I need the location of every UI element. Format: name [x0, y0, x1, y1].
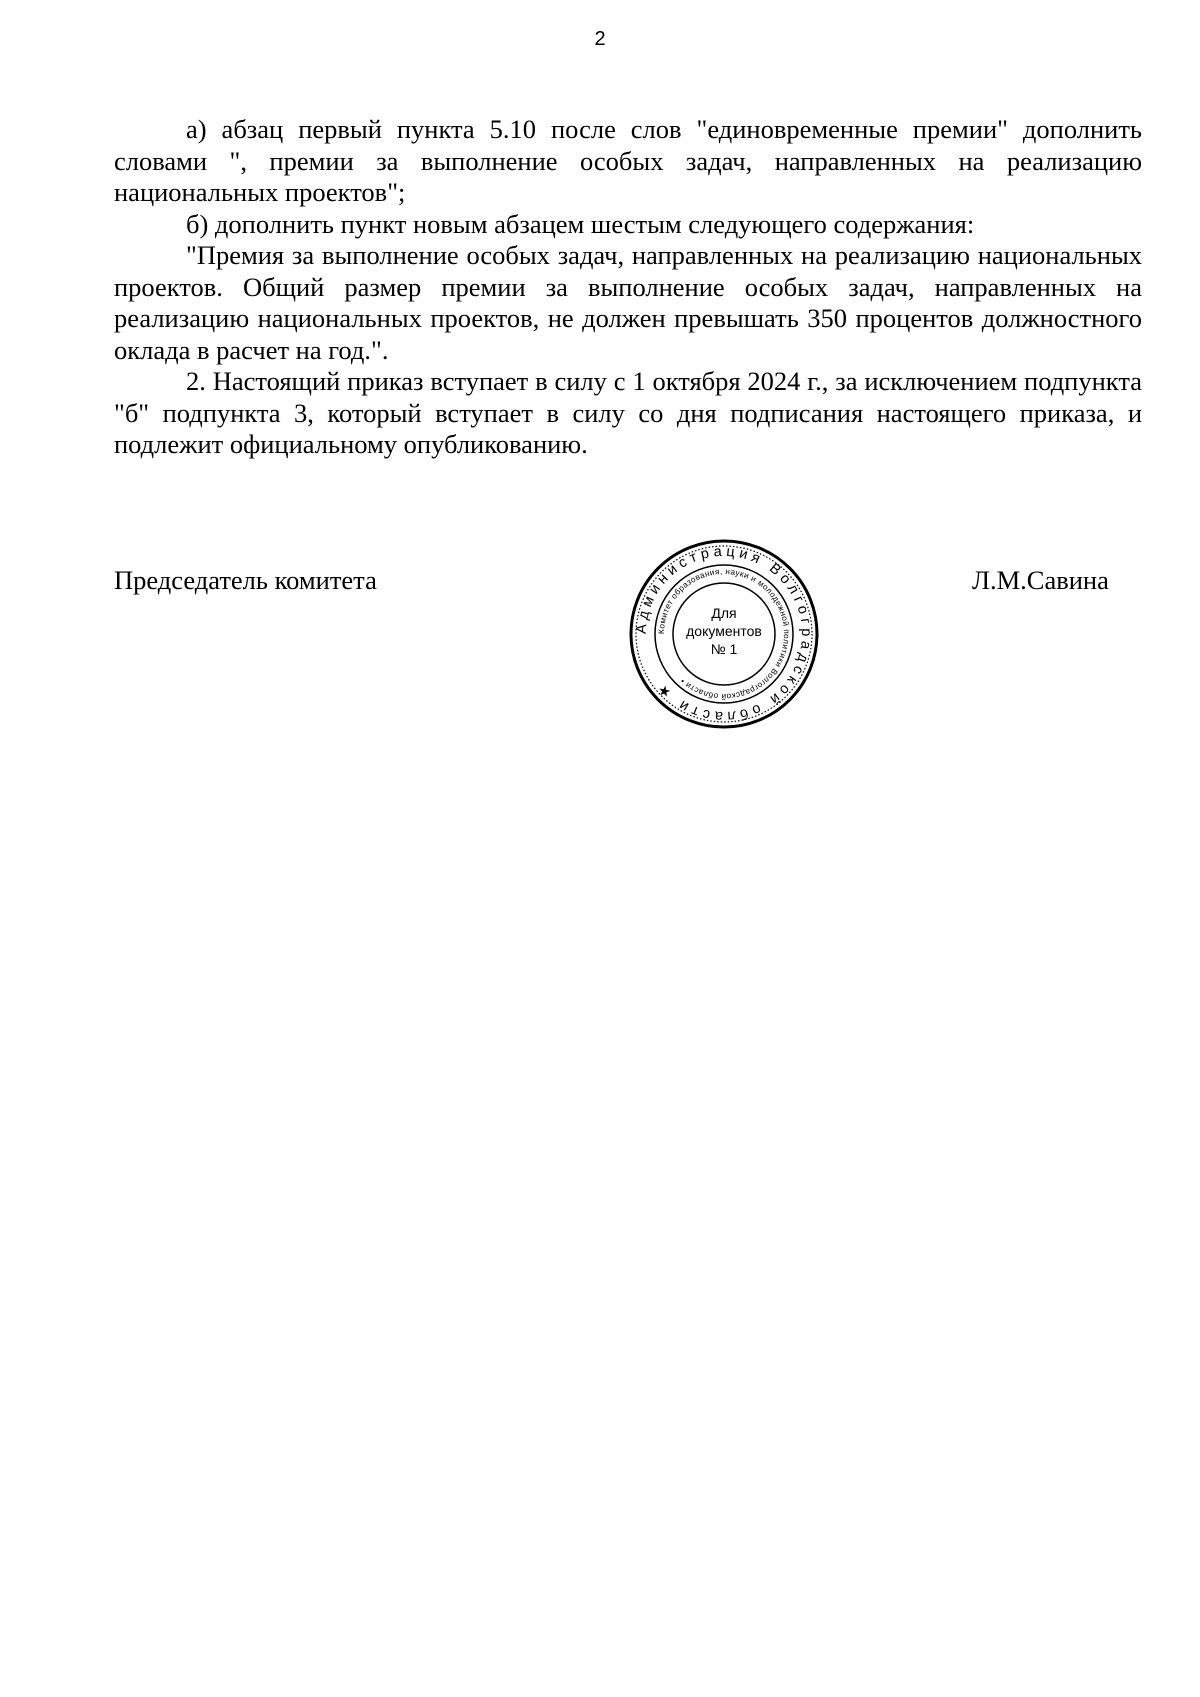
- paragraph-quote: "Премия за выполнение особых задач, направленных на реализацию национальных проектов. Общий размер премии за выполнение особых задач, направленных на реализацию национальных проектов, не должен превышать 350 процентов должностного оклада в расчет на год.".: [114, 240, 1142, 365]
- official-seal: [628, 538, 820, 730]
- paragraph-2: 2. Настоящий приказ вступает в силу с 1 октября 2024 г., за исключением подпункта "б" подпункта 3, который вступает в силу со дня подписания настоящего приказа, и подлежит официальному опубликованию.: [114, 366, 1142, 459]
- document-body: [114, 114, 1142, 461]
- paragraph-a: а) абзац первый пункта 5.10 после слов "единовременные премии" дополнить словами ", премии за выполнение особых задач, направленных на реализацию национальных проектов";: [114, 114, 1142, 207]
- paragraph-b: б) дополнить пункт новым абзацем шестым следующего содержания:: [186, 208, 975, 239]
- seal-outer-text: Администрация Волгоградской области ★: [633, 543, 815, 725]
- signature-name: Л.М.Савина: [972, 565, 1109, 595]
- seal-inner-text: Комитет образования, науки и молодежной политики Волгоградской области •: [656, 566, 792, 702]
- page-number: 2: [594, 28, 606, 50]
- signature-position: Председатель комитета: [114, 565, 377, 595]
- seal-center-line-3: № 1: [710, 641, 738, 657]
- seal-graphic: [628, 538, 820, 730]
- seal-center-line-2: документов: [686, 623, 762, 639]
- seal-center-line-1: Для: [711, 605, 737, 621]
